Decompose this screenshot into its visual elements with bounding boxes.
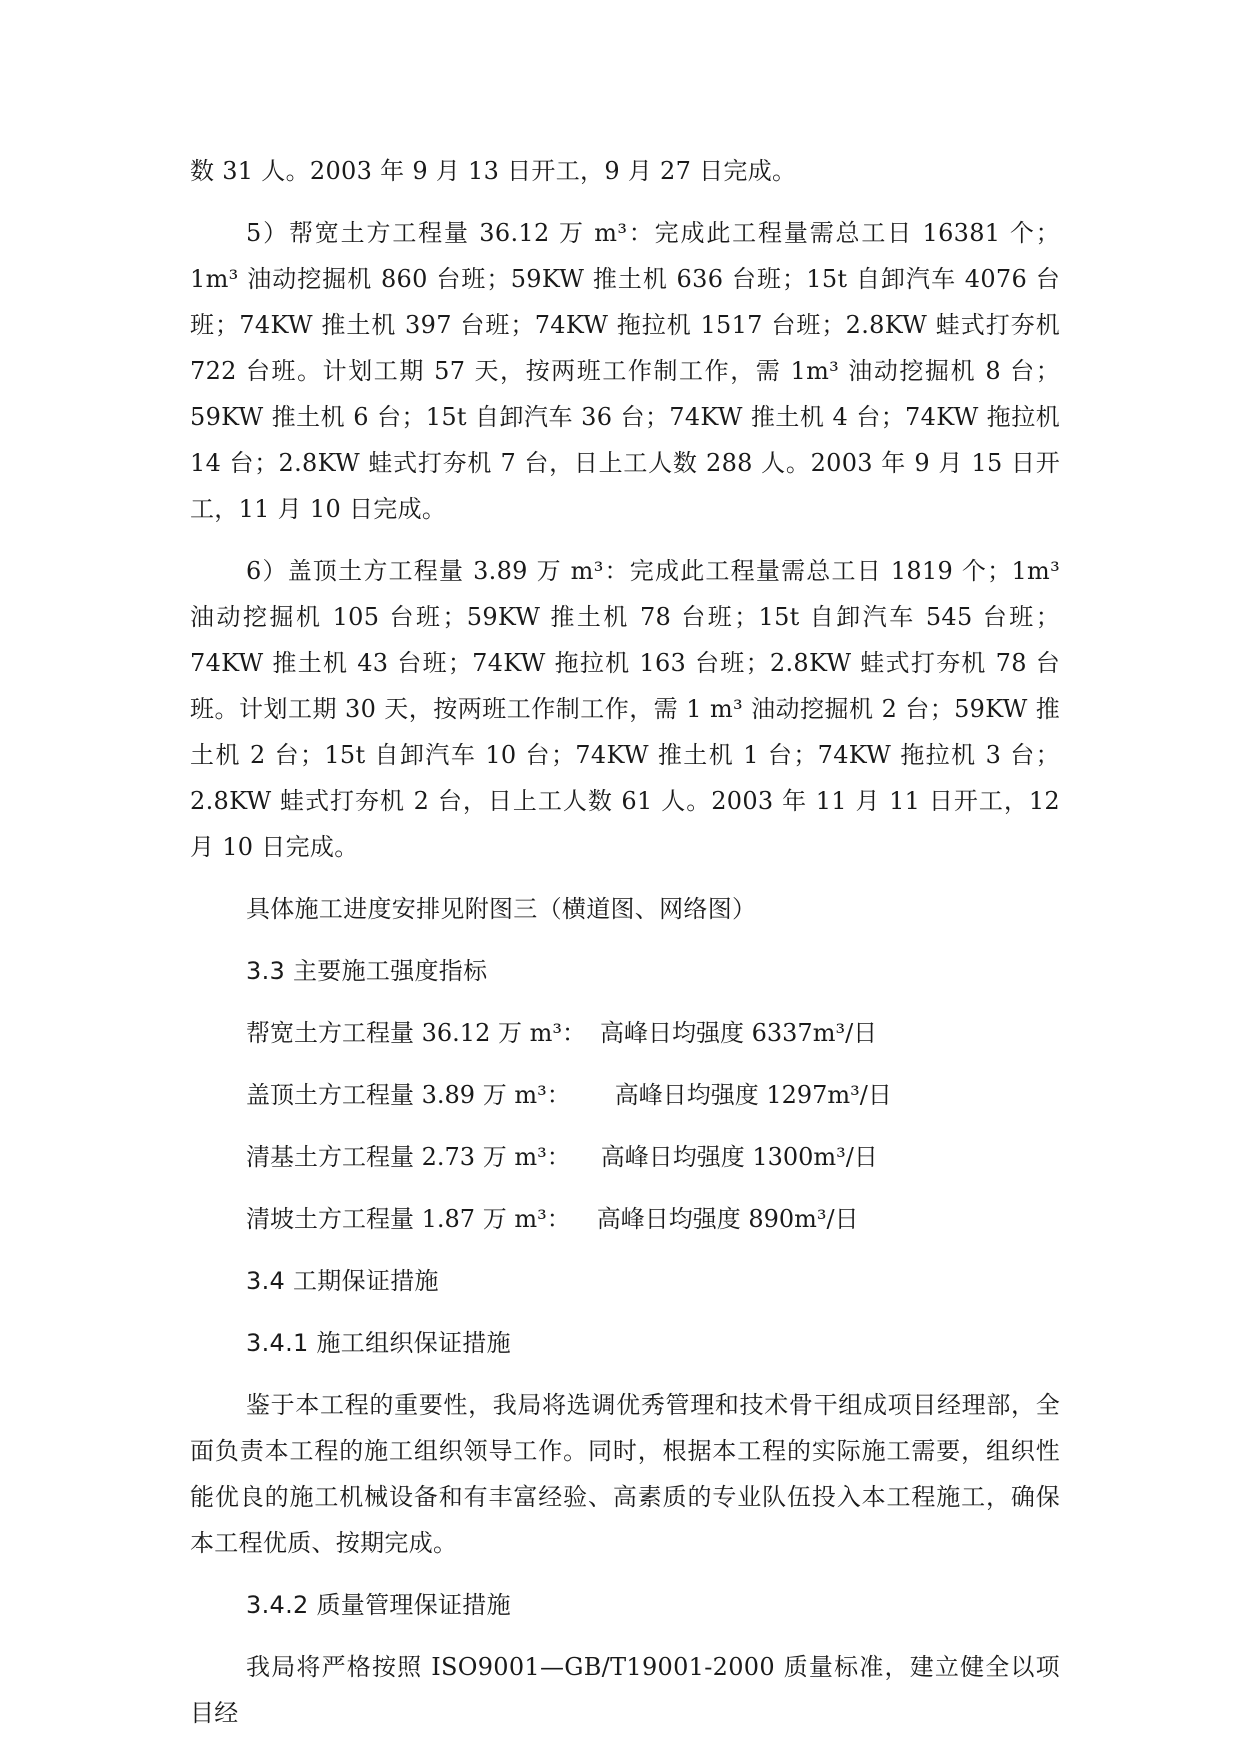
section-heading-3-3: 3.3 主要施工强度指标 [246,957,488,985]
section-heading-3-4-2: 3.4.2 质量管理保证措施 [246,1591,511,1619]
metric-row [190,1196,1060,1242]
metric-label: 盖顶土方工程量 3.89 万 m³： [246,1081,571,1109]
metric-value: 高峰日均强度 890m³/日 [596,1205,859,1233]
metric-row [190,1072,1060,1118]
metric-value: 高峰日均强度 1297m³/日 [614,1081,892,1109]
metric-value: 高峰日均强度 6337m³/日 [599,1019,878,1047]
paragraph-item-6: 6）盖顶土方工程量 3.89 万 m³：完成此工程量需总工日 1819 个；1m³ 油动挖掘机 105 台班；59KW 推土机 78 台班；15t 自卸汽车 545 台班；74KW 推土机 43 台班；74KW 拖拉机 163 台班；2.8KW 蛙式打夯机 78 台班。计划工期 30 天，按两班工作制工作，需 1 m³ 油动挖掘机 2 台；59KW 推土机 2 台；15t 自卸汽车 10 台；74KW 推土机 1 台；74KW 拖拉机 3 台；2.8KW 蛙式打夯机 2 台，日上工人数 61 人。2003 年 11 月 11 日开工，12 月 10 日完成。 [190,557,1060,861]
metric-label: 清基土方工程量 2.73 万 m³： [246,1143,571,1171]
metric-row [190,1010,1060,1056]
metric-label: 清坡土方工程量 1.87 万 m³： [246,1205,571,1233]
section-body-3-4-2: 我局将严格按照 ISO9001—GB/T19001-2000 质量标准，建立健全以项目经 [190,1653,1060,1727]
paragraph-continuation: 数 31 人。2003 年 9 月 13 日开工，9 月 27 日完成。 [190,157,797,185]
metric-row [190,1134,1060,1180]
section-heading-3-4: 3.4 工期保证措施 [246,1267,439,1295]
schedule-note: 具体施工进度安排见附图三（横道图、网络图） [246,895,757,923]
section-heading-3-4-1: 3.4.1 施工组织保证措施 [246,1329,511,1357]
metric-value: 高峰日均强度 1300m³/日 [600,1143,878,1171]
document-body [190,148,1060,1752]
metric-label: 帮宽土方工程量 36.12 万 m³： [246,1019,586,1047]
paragraph-item-5: 5）帮宽土方工程量 36.12 万 m³：完成此工程量需总工日 16381 个；1m³ 油动挖掘机 860 台班；59KW 推土机 636 台班；15t 自卸汽车 4076 台班；74KW 推土机 397 台班；74KW 拖拉机 1517 台班；2.8KW 蛙式打夯机 722 台班。计划工期 57 天，按两班工作制工作，需 1m³ 油动挖掘机 8 台；59KW 推土机 6 台；15t 自卸汽车 36 台；74KW 推土机 4 台；74KW 拖拉机 14 台；2.8KW 蛙式打夯机 7 台，日上工人数 288 人。2003 年 9 月 15 日开工，11 月 10 日完成。 [190,219,1060,523]
section-body-3-4-1: 鉴于本工程的重要性，我局将选调优秀管理和技术骨干组成项目经理部，全面负责本工程的施工组织领导工作。同时，根据本工程的实际施工需要，组织性能优良的施工机械设备和有丰富经验、高素质的专业队伍投入本工程施工，确保本工程优质、按期完成。 [190,1391,1060,1557]
